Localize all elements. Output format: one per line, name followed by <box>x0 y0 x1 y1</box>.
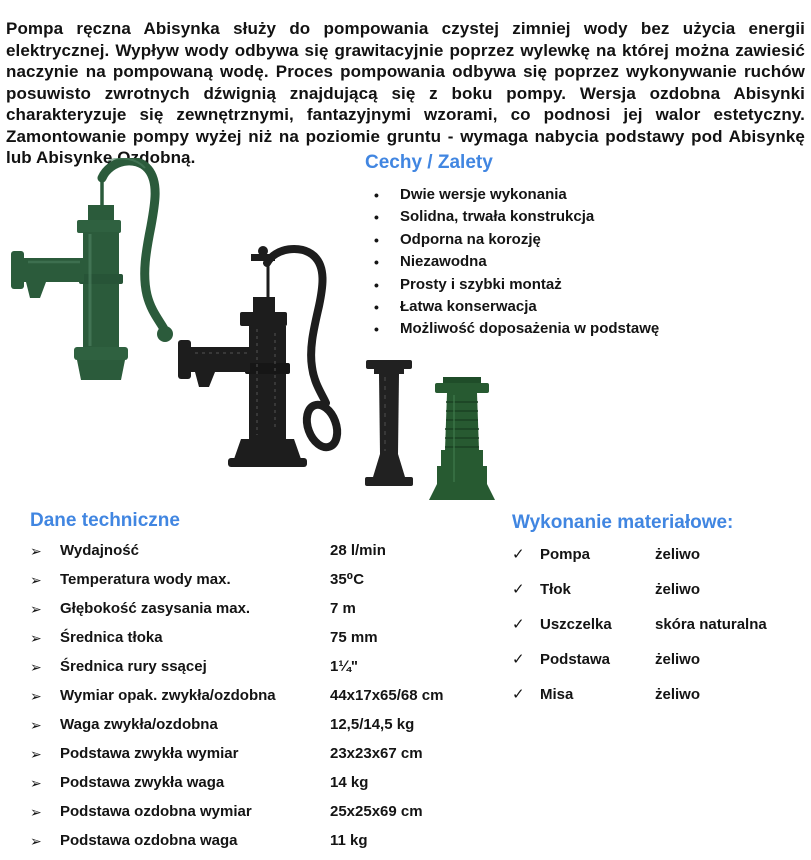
material-value: żeliwo <box>655 651 701 668</box>
technical-data-section <box>30 509 500 860</box>
materials-title: Wykonanie materiałowe: <box>512 512 734 533</box>
tech-row <box>30 686 500 715</box>
feature-item <box>365 274 805 296</box>
bullet-icon: • <box>374 209 379 226</box>
features-title: Cechy / Zalety <box>365 152 493 173</box>
feature-label: Dwie wersje wykonania <box>400 186 567 203</box>
tech-row <box>30 541 500 570</box>
tech-label: Podstawa zwykła wymiar <box>60 745 239 762</box>
material-row <box>512 545 802 580</box>
tech-label: Podstawa ozdobna waga <box>60 832 238 849</box>
material-value: żeliwo <box>655 686 701 703</box>
tech-label: Głębokość zasysania max. <box>60 600 251 617</box>
green-pump-image <box>4 158 184 388</box>
material-label: Uszczelka <box>540 616 612 633</box>
tech-label: Podstawa ozdobna wymiar <box>60 803 252 820</box>
material-label: Tłok <box>540 581 571 598</box>
feature-item <box>365 184 805 206</box>
bullet-icon: • <box>374 187 379 203</box>
feature-label: Prosty i szybki montaż <box>400 275 562 293</box>
bullet-icon: • <box>374 254 379 271</box>
material-row <box>512 615 802 650</box>
tech-value: 25x25x69 cm <box>330 803 423 820</box>
tech-value: 7 m <box>330 600 356 617</box>
tech-row <box>30 570 500 599</box>
material-row <box>512 580 802 615</box>
tech-row <box>30 599 500 628</box>
tech-value: 28 l/min <box>330 542 386 559</box>
check-icon: ✓ <box>512 651 525 668</box>
check-icon: ✓ <box>512 616 525 633</box>
bullet-icon: • <box>374 321 379 338</box>
tech-row <box>30 773 500 802</box>
green-stand-image <box>428 377 496 505</box>
feature-label: Odporna na korozję <box>400 230 541 248</box>
arrow-bullet-icon: ➢ <box>30 804 42 820</box>
check-icon: ✓ <box>512 686 525 703</box>
tech-label: Średnica tłoka <box>60 629 163 646</box>
tech-label: Wymiar opak. zwykła/ozdobna <box>60 687 276 704</box>
material-value: żeliwo <box>655 581 701 598</box>
check-icon: ✓ <box>512 581 525 598</box>
arrow-bullet-icon: ➢ <box>30 572 42 588</box>
feature-label: Łatwa konserwacja <box>400 298 537 316</box>
feature-item <box>365 206 805 228</box>
black-pump-image <box>175 243 350 493</box>
black-stand-image <box>363 357 415 497</box>
features-section <box>365 151 805 341</box>
material-label: Podstawa <box>540 651 611 668</box>
tech-label: Średnica rury ssącej <box>60 658 207 675</box>
tech-row <box>30 715 500 744</box>
bullet-icon: • <box>374 299 379 316</box>
arrow-bullet-icon: ➢ <box>30 833 42 849</box>
material-row <box>512 650 802 685</box>
tech-row <box>30 831 500 860</box>
tech-label: Temperatura wody max. <box>60 571 231 588</box>
material-value: skóra naturalna <box>655 616 767 633</box>
feature-item <box>365 251 805 273</box>
arrow-bullet-icon: ➢ <box>30 688 42 704</box>
feature-item <box>365 229 805 251</box>
technical-data-title: Dane techniczne <box>30 510 180 531</box>
tech-value: 35⁰C <box>330 571 365 588</box>
arrow-bullet-icon: ➢ <box>30 630 42 646</box>
tech-row <box>30 802 500 831</box>
feature-label: Możliwość doposażenia w podstawę <box>400 320 660 338</box>
tech-value: 75 mm <box>330 629 378 646</box>
tech-value: 14 kg <box>330 774 369 791</box>
tech-value: 23x23x67 cm <box>330 745 423 762</box>
material-label: Misa <box>540 686 574 703</box>
arrow-bullet-icon: ➢ <box>30 775 42 791</box>
tech-value: 44x17x65/68 cm <box>330 687 444 704</box>
tech-label: Podstawa zwykła waga <box>60 774 225 791</box>
tech-label: Waga zwykła/ozdobna <box>60 716 218 733</box>
feature-label: Niezawodna <box>400 253 487 271</box>
arrow-bullet-icon: ➢ <box>30 543 42 559</box>
tech-value: 11 kg <box>330 832 368 849</box>
feature-item <box>365 296 805 318</box>
material-label: Pompa <box>540 546 591 563</box>
arrow-bullet-icon: ➢ <box>30 601 42 617</box>
tech-value: 1¼" <box>330 658 358 675</box>
bullet-icon: • <box>374 231 379 248</box>
tech-value: 12,5/14,5 kg <box>330 716 415 733</box>
arrow-bullet-icon: ➢ <box>30 717 42 733</box>
intro-paragraph: Pompa ręczna Abisynka służy do pompowania czystej zimniej wody bez użycia energii elektrycznej. Wypływ wody odbywa się grawitacyjnie poprzez wylewkę na której można zawiesić naczynie na pompowaną wodę. Proces pompowania odbywa się poprzez wykonywanie ruchów posuwisto zwrotnych dźwignią znajdującą się z boku pompy. Wersja ozdobna Abisynki charakteryzuje się zewnętrznymi, fantazyjnymi wzorami, co podnosi jej walor estetyczny. Zamontowanie pompy wyżej niż na poziomie gruntu - wymaga nabycia podstawy pod Abisynkę lub Abisynkę Ozdobną. <box>6 19 805 167</box>
feature-label: Solidna, trwała konstrukcja <box>400 208 595 226</box>
arrow-bullet-icon: ➢ <box>30 746 42 762</box>
check-icon: ✓ <box>512 546 525 563</box>
materials-section <box>512 511 802 720</box>
tech-row <box>30 628 500 657</box>
arrow-bullet-icon: ➢ <box>30 659 42 675</box>
tech-row <box>30 744 500 773</box>
material-row <box>512 685 802 720</box>
material-value: żeliwo <box>655 546 701 563</box>
feature-item <box>365 318 805 340</box>
tech-label: Wydajność <box>60 542 139 559</box>
tech-row <box>30 657 500 686</box>
bullet-icon: • <box>374 276 379 293</box>
